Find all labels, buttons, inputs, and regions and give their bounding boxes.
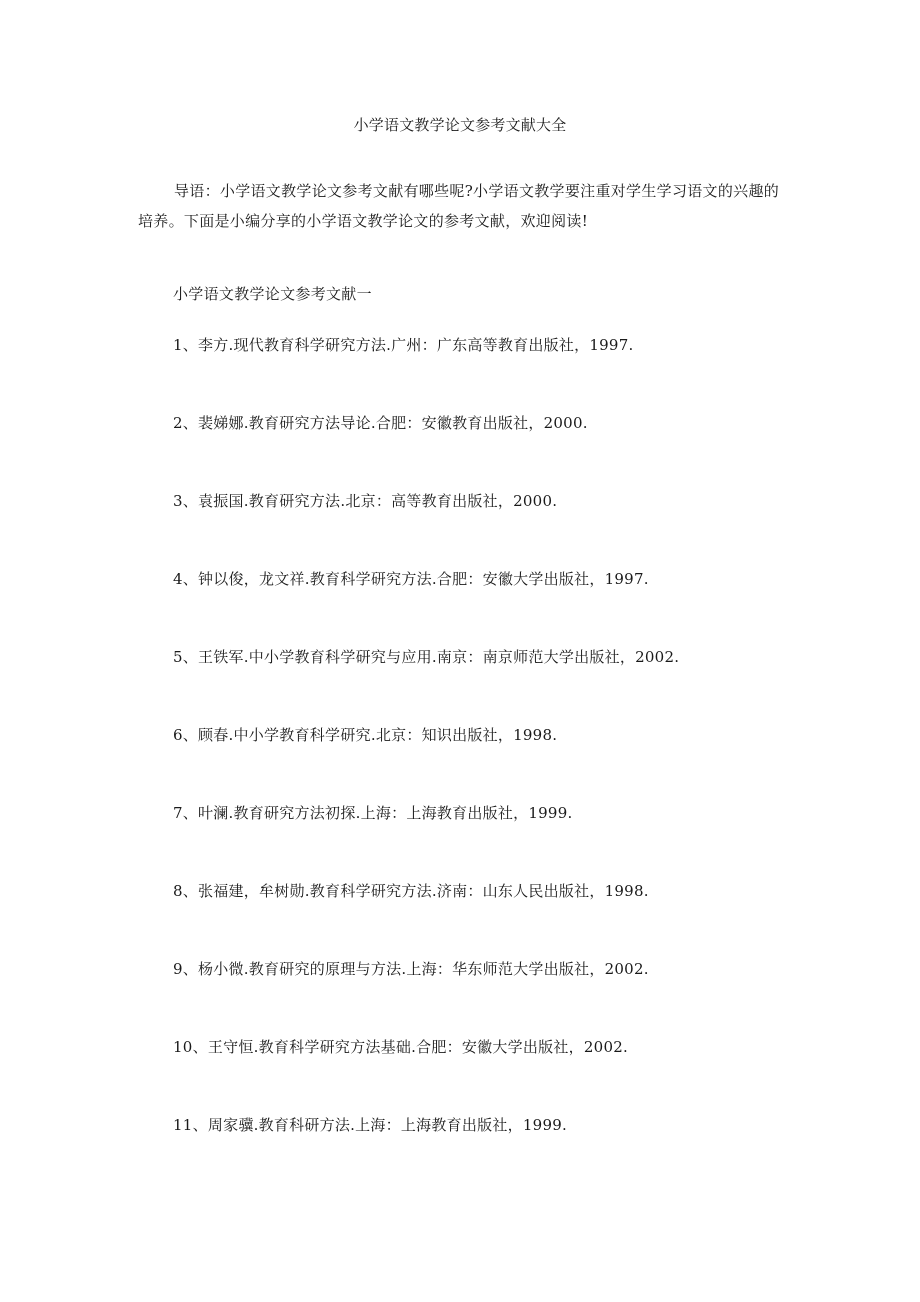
reference-item: 2、裴娣娜.教育研究方法导论.合肥：安徽教育出版社，2000. bbox=[173, 414, 588, 432]
reference-item: 8、张福建，牟树勋.教育科学研究方法.济南：山东人民出版社，1998. bbox=[173, 882, 649, 900]
reference-item: 10、王守恒.教育科学研究方法基础.合肥：安徽大学出版社，2002. bbox=[173, 1038, 629, 1056]
reference-item: 11、周家骥.教育科研方法.上海：上海教育出版社，1999. bbox=[173, 1116, 568, 1134]
reference-item: 6、顾春.中小学教育科学研究.北京：知识出版社，1998. bbox=[173, 726, 558, 744]
document-title: 小学语文教学论文参考文献大全 bbox=[353, 116, 567, 134]
section-heading: 小学语文教学论文参考文献一 bbox=[173, 285, 372, 303]
reference-item: 7、叶澜.教育研究方法初探.上海：上海教育出版社，1999. bbox=[173, 804, 573, 822]
intro-paragraph: 导语：小学语文教学论文参考文献有哪些呢?小学语文教学要注重对学生学习语文的兴趣的培养。下面是小编分享的小学语文教学论文的参考文献，欢迎阅读! bbox=[138, 182, 780, 230]
reference-item: 9、杨小微.教育研究的原理与方法.上海：华东师范大学出版社，2002. bbox=[173, 960, 649, 978]
reference-list bbox=[173, 334, 679, 1192]
reference-item: 1、李方.现代教育科学研究方法.广州：广东高等教育出版社，1997. bbox=[173, 336, 634, 354]
reference-item: 4、钟以俊，龙文祥.教育科学研究方法.合肥：安徽大学出版社，1997. bbox=[173, 570, 649, 588]
reference-item: 5、王铁军.中小学教育科学研究与应用.南京：南京师范大学出版社，2002. bbox=[173, 648, 680, 666]
reference-item: 3、袁振国.教育研究方法.北京：高等教育出版社，2000. bbox=[173, 492, 558, 510]
